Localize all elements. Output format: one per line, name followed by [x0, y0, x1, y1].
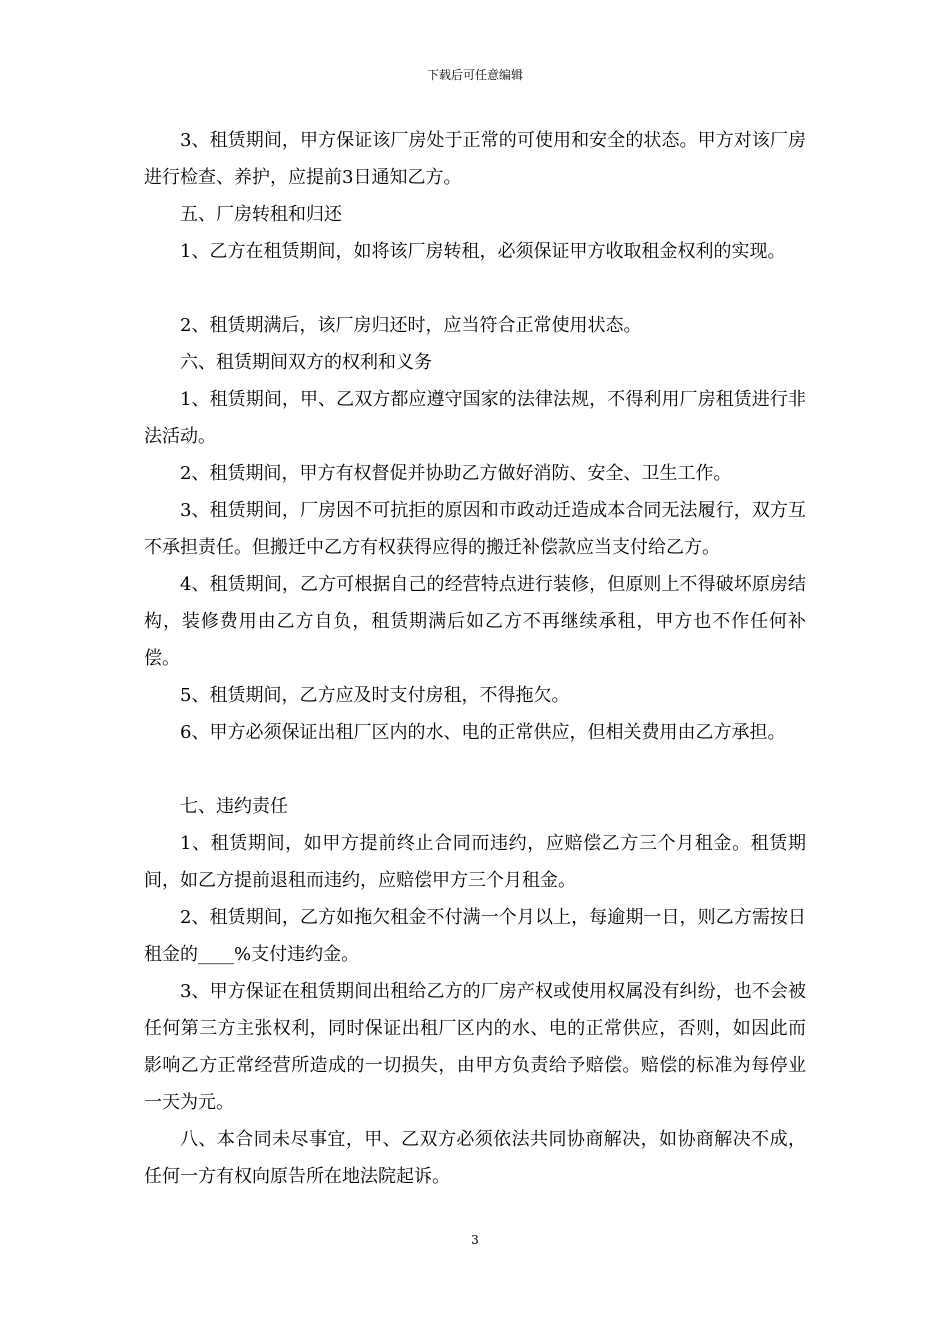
section-heading-7: 七、违约责任 [180, 796, 288, 817]
paragraph-clause-5-1: 1、乙方在租赁期间，如将该厂房转租，必须保证甲方收取租金权利的实现。 [180, 241, 786, 262]
paragraph-clause-6-2: 2、租赁期间，甲方有权督促并协助乙方做好消防、安全、卫生工作。 [180, 463, 732, 484]
paragraph-clause-4-3: 3、租赁期间，甲方保证该厂房处于正常的可使用和安全的状态。甲方对该厂房进行检查、养护，应提前3日通知乙方。 [144, 130, 806, 188]
paragraph-clause-7-3: 3、甲方保证在租赁期间出租给乙方的厂房产权或使用权属没有纠纷，也不会被任何第三方主张权利，同时保证出租厂区内的水、电的正常供应，否则，如因此而影响乙方正常经营所造成的一切损失，由甲方负责给予赔偿。赔偿的标准为每停业一天为元。 [144, 981, 806, 1113]
page-number: 3 [471, 1233, 479, 1247]
paragraph-clause-5-2: 2、租赁期满后，该厂房归还时，应当符合正常使用状态。 [180, 315, 642, 336]
section-heading-5: 五、厂房转租和归还 [180, 204, 342, 225]
paragraph-clause-6-5: 5、租赁期间，乙方应及时支付房租，不得拖欠。 [180, 685, 570, 706]
section-heading-8: 八、本合同未尽事宜，甲、乙双方必须依法共同协商解决，如协商解决不成，任何一方有权向原告所在地法院起诉。 [144, 1129, 806, 1187]
document-body [144, 122, 806, 1195]
section-heading-6: 六、租赁期间双方的权利和义务 [180, 352, 432, 373]
page-header: 下载后可任意编辑 [426, 68, 523, 82]
paragraph-clause-6-3: 3、租赁期间，厂房因不可抗拒的原因和市政动迁造成本合同无法履行，双方互不承担责任。但搬迁中乙方有权获得应得的搬迁补偿款应当支付给乙方。 [144, 500, 806, 558]
paragraph-clause-6-4: 4、租赁期间，乙方可根据自己的经营特点进行装修，但原则上不得破坏原房结构，装修费用由乙方自负，租赁期满后如乙方不再继续承租，甲方也不作任何补偿。 [144, 574, 806, 669]
paragraph-clause-6-6: 6、甲方必须保证出租厂区内的水、电的正常供应，但相关费用由乙方承担。 [180, 722, 786, 743]
paragraph-clause-7-1: 1、租赁期间，如甲方提前终止合同而违约，应赔偿乙方三个月租金。租赁期间，如乙方提前退租而违约，应赔偿甲方三个月租金。 [144, 833, 806, 891]
paragraph-clause-7-2: 2、租赁期间，乙方如拖欠租金不付满一个月以上，每逾期一日，则乙方需按日租金的____%支付违约金。 [144, 907, 806, 965]
paragraph-clause-6-1: 1、租赁期间，甲、乙双方都应遵守国家的法律法规，不得利用厂房租赁进行非法活动。 [144, 389, 806, 447]
